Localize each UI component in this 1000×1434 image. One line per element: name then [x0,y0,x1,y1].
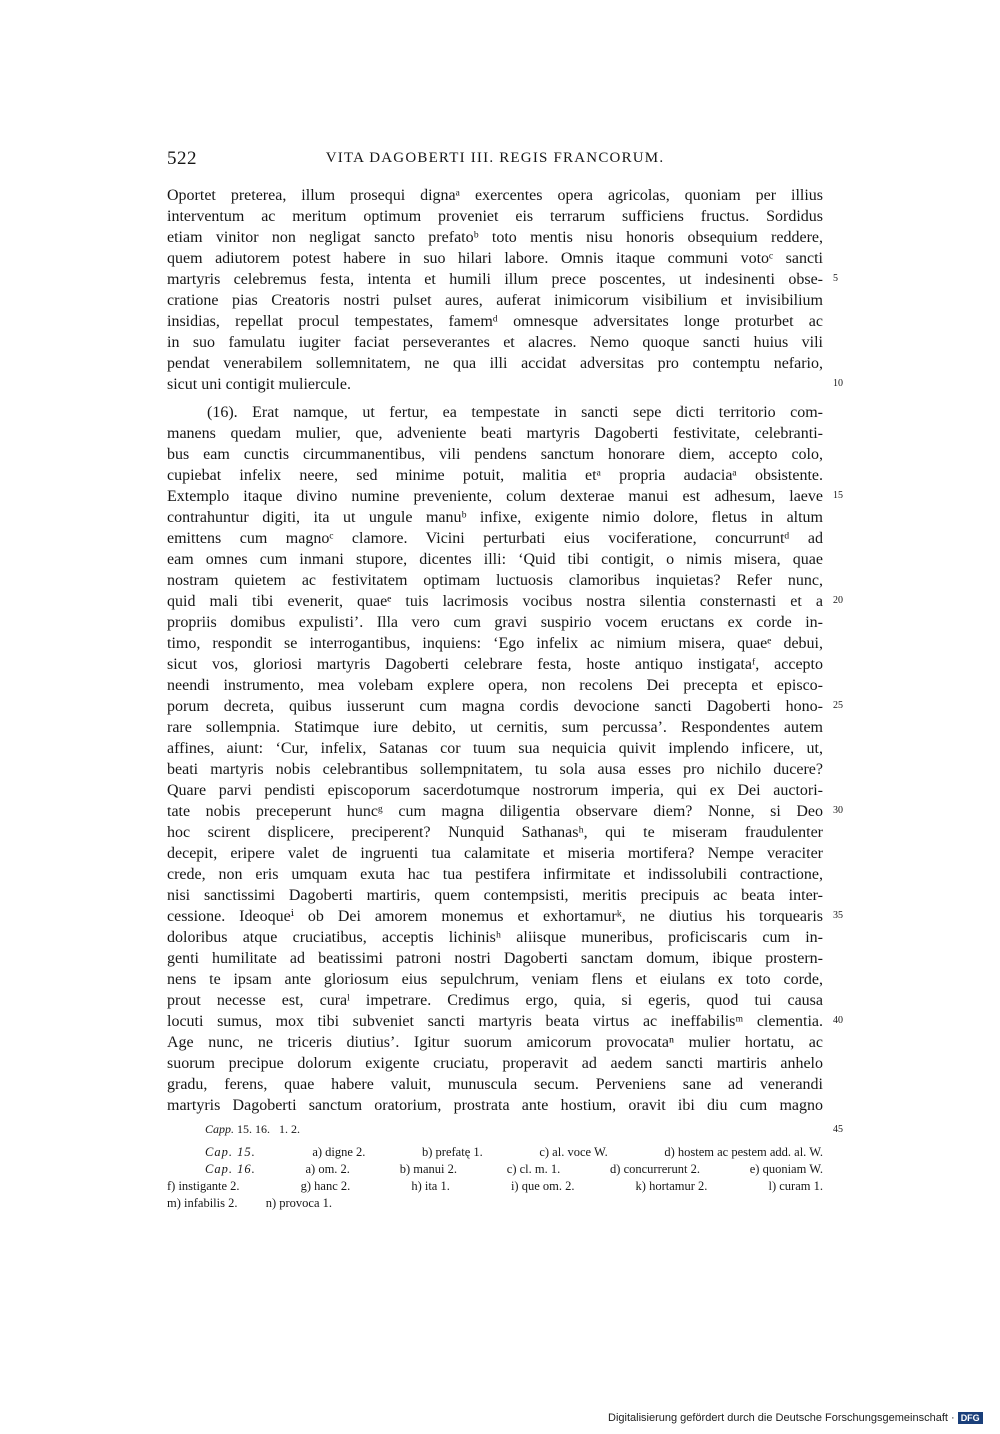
text-line: (16). Erat namque, ut fertur, ea tempestate in sancti sepe dicti territorio com- [207,404,823,421]
dfg-logo-icon: DFG [958,1412,983,1424]
footnote-item: n) provoca 1. [265,1196,333,1210]
text-line: Oportet preterea, illum prosequi dignaᵃ exercentes opera agricolas, quoniam per illius [167,187,823,204]
text-line: decepit, eripere valet de ingruenti tua calamitate et miseria mortifera? Nempe veraciter [167,845,823,862]
footnote-line-cap15 [167,1144,823,1161]
footnote-item: m) infabilis 2. [167,1196,238,1210]
text-line-numbered [167,486,843,507]
text-line: Quare parvi pendisti episcoporum sacerdotumque nostrorum imperia, qui ex Dei auctori- [167,782,823,799]
text-line: nisi sanctissimi Dagoberti martiris, quem contempsisti, meritis precipuis ac beata inter- [167,887,823,904]
line-number: 15 [833,490,843,501]
text-line: hoc scirent displicere, preciperent? Nunquid Sathanasʰ, qui te miseram fraudulenter [167,824,823,841]
text-line-numbered [167,591,843,612]
paragraph-chapter-15 [167,185,843,395]
text-line: beati martyris nobis celebrantibus sollempnitatem, tu sola ausa esses pro nichilo ducere? [167,761,823,778]
text-line: rare sollempnia. Statimque iure debito, ut cernitis, sum percussa’. Respondentes autem [167,719,823,736]
text-line: propriis domibus expulisti’. Illa vero cum gravi suspirio vocem eructans ex corde in- [167,614,823,631]
footnote-item: d) hostem ac pestem add. al. W. [664,1145,823,1159]
footnote-item: f) instigante 2. [167,1179,240,1193]
footnote-item: g) hanc 2. [300,1179,351,1193]
digitization-credit [608,1412,983,1424]
footnotes-apparatus [167,1144,823,1212]
text-line: interventum ac meritum optimum proveniet eis terrarum sufficiens fructus. Sordidus [167,208,823,225]
text-line: Extemplo itaque divino numine preveniente, colum dexterae manui est adhesum, laeve [167,488,823,505]
text-line: martyris celebremus festa, intenta et humili illum prece poscentes, ut indesinenti obse- [167,271,823,288]
text-line: quem adiutorem potest habere in suo hilari labore. Omnis itaque communi votoᶜ sancti [167,250,823,267]
text-line: porum decreta, quibus iusserunt cum magna cordis devocione sancti Dagoberti hono- [167,698,823,715]
text-line-numbered [167,906,843,927]
text-line-numbered [167,801,843,822]
text-line: contrahuntur digiti, ita ut ungule manuᵇ infixe, exigente nimio dolore, fletus in altum [167,509,823,526]
line-number: 5 [833,273,838,284]
footnote-label: Cap. 16. [205,1162,256,1176]
footnote-item: b) prefatę 1. [422,1145,483,1159]
text-line: pendat venerabilem sollemnitatem, ne qua illi accidat adversitas pro contemptu nefario, [167,355,823,372]
text-line-numbered [167,269,838,290]
line-number: 20 [833,595,843,606]
text-line: eam omnes cum inmani stupore, dicentes illi: ‘Quid tibi contigit, o nimis misera, quae [167,551,823,568]
text-line: emittens cum magnoᶜ clamore. Vicini perturbati eius vociferatione, concurruntᵈ ad [167,530,823,547]
text-line: gradu, ferens, quae habere valuit, munuscula secum. Perveniens sane ad venerandi [167,1076,823,1093]
footnote-item: h) ita 1. [411,1179,450,1193]
line-number: 25 [833,700,843,711]
text-line: timo, respondit se interrogantibus, inquiens: ‘Ego infelix ac nimium misera, quaeᵉ debui, [167,635,823,652]
text-line: prout necesse est, curaˡ impetrare. Credimus ergo, quia, si egeris, quod tui causa [167,992,823,1009]
text-line-numbered [167,1011,843,1032]
footnote-label: Cap. 15. [205,1145,256,1159]
footnote-item: a) digne 2. [312,1145,366,1159]
line-number: 45 [833,1124,843,1135]
text-line: nostram quietem ac festivitatem optimam luctuosis clamoribus inquietas? Refer nunc, [167,572,823,589]
text-line: cupiebat infelix neere, sed minime potuit, malitia etᵃ propria audaciaᵃ obsistente. [167,467,823,484]
text-line: quid mali tibi evenerit, quaeᵉ tuis lacrimosis vocibus nostra silentia consternasti et a [167,593,823,610]
text-line: martyris Dagoberti sanctum oratorium, prostrata ante hostium, oravit ibi diu cum magno [167,1097,823,1114]
text-line-numbered [167,696,843,717]
line-number: 30 [833,805,843,816]
text-line: sicut vos, gloriosi martyris Dagoberti celebrare festa, hoste antiquo instigataᶠ, accepto [167,656,823,673]
footnote-item: c) cl. m. 1. [506,1162,561,1176]
footnote-item: c) al. voce W. [539,1145,608,1159]
text-line: crede, non eris umquam exuta hac tua pestifera infirmitate et indissolubili contractione, [167,866,823,883]
line-number: 40 [833,1015,843,1026]
footnote-item: d) concurrerunt 2. [610,1162,700,1176]
running-title: VITA DAGOBERTI III. REGIS FRANCORUM. [325,150,665,166]
footnote-item: k) hortamur 2. [635,1179,708,1193]
text-line: doloribus atque cruciatibus, acceptis lichinisʰ aliisque muneribus, proficiscaris cum in- [167,929,823,946]
footnote-item: i) que om. 2. [510,1179,575,1193]
text-line: suorum precipue dolorum exigente cruciatu, properavit ad aedem sancti martiris anhelo [167,1055,823,1072]
running-header [167,148,823,172]
text-line: affines, aiunt: ‘Cur, infelix, Satanas cor tuum sua nequicia quivit implendo inficere, ut, [167,740,823,757]
footnote-line-cap16-cont [167,1178,823,1195]
text-line: locuti sumus, mox tibi subveniet sancti martyris beata virtus ac ineffabilisᵐ clementia. [167,1013,823,1030]
capp-label: Capp. [205,1122,235,1136]
page-number: 522 [167,148,197,169]
credit-text: Digitalisierung gefördert durch die Deutsche Forschungsgemeinschaft · [608,1412,955,1424]
line-number: 35 [833,910,843,921]
text-line: Age nunc, ne triceris diutius’. Igitur suorum amicorum provocataⁿ mulier hortatu, ac [167,1034,823,1051]
text-line: genti humilitate ad beatissimi patroni nostri Dagoberti sanctam domum, ibique prostern- [167,950,823,967]
text-line: cratione pias Creatoris nostri pulset aures, auferat inimicorum visibilium et invisibilium [167,292,823,309]
text-line: sicut uni contigit muliercule. [167,376,351,393]
footnote-item: a) om. 2. [305,1162,350,1176]
text-line: in suo famulatu iugiter faciat perseverantes et alacres. Nemo quoque sancti huius vili [167,334,823,351]
text-line: insidias, repellat procul tempestates, famemᵈ omnesque adversitates longe proturbet ac [167,313,823,330]
text-line: bus eam cunctis circummanentibus, vili pendens sanctum honorare diem, accepto colo, [167,446,823,463]
footnote-line-cap16 [167,1161,823,1178]
footnote-item: e) quoniam W. [749,1162,823,1176]
text-line: nens te ipsam ante gloriosum eius sepulchrum, veniam flens et eiulans ex toto corde, [167,971,823,988]
line-number: 10 [833,378,843,389]
footnote-item: l) curam 1. [768,1179,823,1193]
footnote-item: b) manui 2. [399,1162,458,1176]
text-line: cessione. Ideoqueⁱ ob Dei amorem monemus et exhortamurᵏ, ne diutius his torquearis [167,908,823,925]
text-line-numbered [167,374,843,395]
capp-refs: 15. 16. 1. 2. [237,1122,301,1136]
text-line: tate nobis preceperunt huncᵍ cum magna diligentia observare diem? Nonne, si Deo [167,803,823,820]
footnote-line-cap16-end [167,1195,823,1212]
text-line: etiam vinitor non negligat sancto prefatoᵇ toto mentis nisu honoris obsequium reddere, [167,229,823,246]
text-line: neendi instrumento, mea volebam explere opera, non recolens Dei precepta et episco- [167,677,823,694]
footnote-capp-header [205,1122,300,1137]
text-line: manens quedam mulier, que, adveniente beati martyris Dagoberti festivitate, celebranti- [167,425,823,442]
paragraph-chapter-16 [167,402,843,1116]
